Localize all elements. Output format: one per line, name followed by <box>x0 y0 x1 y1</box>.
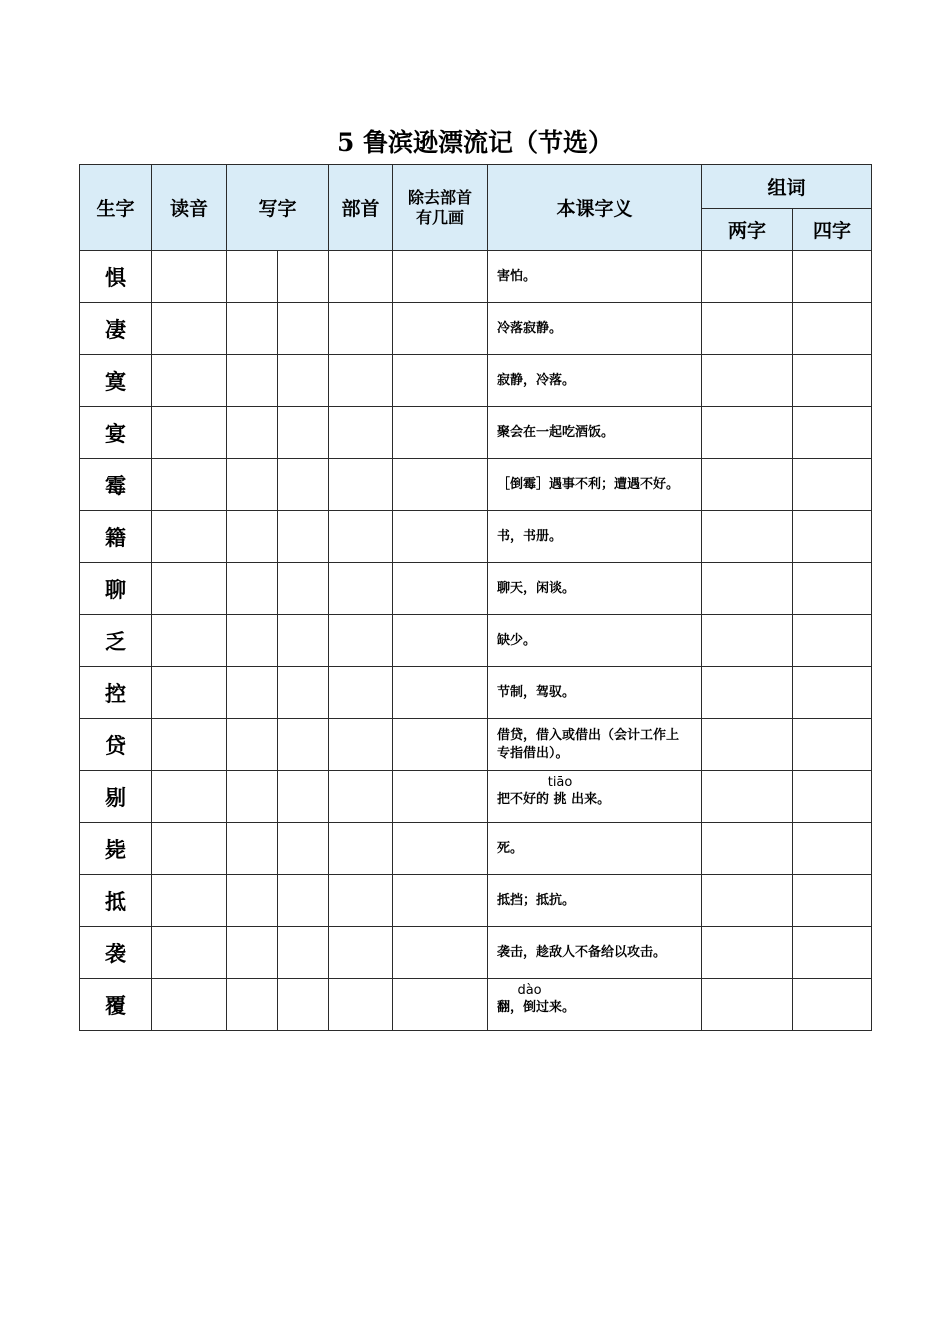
cell-reading[interactable] <box>152 511 227 563</box>
cell-meaning <box>488 303 702 355</box>
cell-meaning <box>488 407 702 459</box>
cell-writing-2[interactable] <box>278 563 329 615</box>
cell-writing-2[interactable] <box>278 979 329 1031</box>
cell-two-char-word[interactable] <box>702 459 793 511</box>
table-row <box>80 875 872 927</box>
cell-four-char-word[interactable] <box>793 875 872 927</box>
cell-writing-2[interactable] <box>278 771 329 823</box>
cell-writing-1[interactable] <box>227 355 278 407</box>
header-char: 生字 <box>80 165 152 251</box>
cell-radical[interactable] <box>329 927 393 979</box>
cell-char: 籍 <box>80 511 152 563</box>
cell-writing-1[interactable] <box>227 927 278 979</box>
meaning-text: 聊天，闲谈。 <box>497 580 576 596</box>
cell-strokes[interactable] <box>393 667 488 719</box>
table-row <box>80 615 872 667</box>
cell-char: 凄 <box>80 303 152 355</box>
cell-strokes[interactable] <box>393 979 488 1031</box>
vocabulary-table <box>79 164 872 1031</box>
header-four-char: 四字 <box>793 209 872 251</box>
cell-writing-1[interactable] <box>227 251 278 303</box>
meaning-text: 冷落寂静。 <box>497 320 563 336</box>
meaning-text: 节制，驾驭。 <box>497 684 576 700</box>
cell-radical[interactable] <box>329 459 393 511</box>
cell-two-char-word[interactable] <box>702 615 793 667</box>
cell-strokes[interactable] <box>393 303 488 355</box>
cell-writing-2[interactable] <box>278 355 329 407</box>
cell-reading[interactable] <box>152 407 227 459</box>
table-row <box>80 667 872 719</box>
header-strokes <box>393 165 488 251</box>
cell-writing-1[interactable] <box>227 563 278 615</box>
meaning-text: 借贷，借入或借出（会计工作上专指借出）。 <box>497 727 680 761</box>
ruby-base-char: 挑 <box>553 791 567 807</box>
cell-reading[interactable] <box>152 303 227 355</box>
cell-four-char-word[interactable] <box>793 511 872 563</box>
cell-reading[interactable] <box>152 771 227 823</box>
cell-char: 袭 <box>80 927 152 979</box>
table-row <box>80 719 872 771</box>
header-strokes-line2: 有几画 <box>416 207 465 227</box>
cell-writing-2[interactable] <box>278 875 329 927</box>
cell-strokes[interactable] <box>393 251 488 303</box>
table-row <box>80 563 872 615</box>
cell-reading[interactable] <box>152 251 227 303</box>
cell-four-char-word[interactable] <box>793 927 872 979</box>
ruby-annotated-char <box>517 982 542 1017</box>
cell-two-char-word[interactable] <box>702 251 793 303</box>
cell-reading[interactable] <box>152 719 227 771</box>
cell-reading[interactable] <box>152 979 227 1031</box>
cell-meaning <box>488 511 702 563</box>
header-reading: 读音 <box>152 165 227 251</box>
cell-strokes[interactable] <box>393 875 488 927</box>
header-two-char: 两字 <box>702 209 793 251</box>
cell-two-char-word[interactable] <box>702 355 793 407</box>
cell-char: 霉 <box>80 459 152 511</box>
table-row <box>80 511 872 563</box>
cell-four-char-word[interactable] <box>793 303 872 355</box>
table-row <box>80 927 872 979</box>
cell-four-char-word[interactable] <box>793 771 872 823</box>
cell-writing-1[interactable] <box>227 979 278 1031</box>
cell-radical[interactable] <box>329 823 393 875</box>
cell-char: 寞 <box>80 355 152 407</box>
cell-reading[interactable] <box>152 667 227 719</box>
cell-char: 覆 <box>80 979 152 1031</box>
cell-char: 聊 <box>80 563 152 615</box>
cell-four-char-word[interactable] <box>793 823 872 875</box>
cell-strokes[interactable] <box>393 407 488 459</box>
header-meaning: 本课字义 <box>488 165 702 251</box>
cell-radical[interactable] <box>329 667 393 719</box>
cell-meaning <box>488 979 702 1031</box>
cell-meaning <box>488 719 702 771</box>
meaning-text: 寂静，冷落。 <box>497 372 576 388</box>
table-row <box>80 303 872 355</box>
cell-two-char-word[interactable] <box>702 303 793 355</box>
meaning-text: 袭击，趁敌人不备给以攻击。 <box>497 944 667 960</box>
cell-reading[interactable] <box>152 875 227 927</box>
cell-meaning <box>488 563 702 615</box>
cell-strokes[interactable] <box>393 927 488 979</box>
cell-radical[interactable] <box>329 875 393 927</box>
cell-writing-2[interactable] <box>278 407 329 459</box>
cell-two-char-word[interactable] <box>702 563 793 615</box>
table-row <box>80 771 872 823</box>
cell-strokes[interactable] <box>393 615 488 667</box>
cell-writing-1[interactable] <box>227 667 278 719</box>
cell-writing-1[interactable] <box>227 407 278 459</box>
cell-meaning <box>488 667 702 719</box>
cell-meaning <box>488 875 702 927</box>
table-row <box>80 251 872 303</box>
cell-writing-2[interactable] <box>278 511 329 563</box>
cell-strokes[interactable] <box>393 563 488 615</box>
cell-writing-1[interactable] <box>227 459 278 511</box>
cell-char: 抵 <box>80 875 152 927</box>
cell-meaning <box>488 927 702 979</box>
cell-char: 贷 <box>80 719 152 771</box>
cell-writing-1[interactable] <box>227 615 278 667</box>
cell-two-char-word[interactable] <box>702 771 793 823</box>
ruby-annotated-char <box>547 774 573 809</box>
cell-reading[interactable] <box>152 459 227 511</box>
cell-four-char-word[interactable] <box>793 251 872 303</box>
meaning-text: ［倒霉］遇事不利；遭遇不好。 <box>497 476 680 492</box>
meaning-text: 书，书册。 <box>497 528 563 544</box>
cell-four-char-word[interactable] <box>793 407 872 459</box>
cell-radical[interactable] <box>329 407 393 459</box>
table-row <box>80 459 872 511</box>
cell-char: 控 <box>80 667 152 719</box>
cell-writing-2[interactable] <box>278 303 329 355</box>
table-row <box>80 407 872 459</box>
cell-radical[interactable] <box>329 979 393 1031</box>
cell-radical[interactable] <box>329 303 393 355</box>
meaning-text: 害怕。 <box>497 268 537 284</box>
cell-writing-1[interactable] <box>227 511 278 563</box>
cell-meaning <box>488 459 702 511</box>
cell-four-char-word[interactable] <box>793 615 872 667</box>
page-title: 5 鲁滨逊漂流记（节选） <box>336 128 614 157</box>
cell-radical[interactable] <box>329 251 393 303</box>
cell-writing-1[interactable] <box>227 771 278 823</box>
meaning-text: 死。 <box>497 840 524 856</box>
cell-strokes[interactable] <box>393 771 488 823</box>
header-words: 组词 <box>702 165 872 209</box>
cell-writing-1[interactable] <box>227 719 278 771</box>
cell-four-char-word[interactable] <box>793 979 872 1031</box>
cell-four-char-word[interactable] <box>793 355 872 407</box>
meaning-before: 把不好的 <box>497 791 554 807</box>
meaning-text: 聚会在一起吃酒饭。 <box>497 424 615 440</box>
cell-radical[interactable] <box>329 615 393 667</box>
meaning-after: 出来。 <box>566 791 611 807</box>
cell-char: 惧 <box>80 251 152 303</box>
cell-strokes[interactable] <box>393 511 488 563</box>
cell-meaning <box>488 355 702 407</box>
cell-four-char-word[interactable] <box>793 459 872 511</box>
cell-two-char-word[interactable] <box>702 979 793 1031</box>
cell-reading[interactable] <box>152 823 227 875</box>
ruby-base-char: 倒 <box>523 999 537 1015</box>
cell-writing-2[interactable] <box>278 719 329 771</box>
cell-strokes[interactable] <box>393 355 488 407</box>
cell-char: 乏 <box>80 615 152 667</box>
cell-two-char-word[interactable] <box>702 407 793 459</box>
cell-writing-1[interactable] <box>227 303 278 355</box>
cell-two-char-word[interactable] <box>702 875 793 927</box>
cell-two-char-word[interactable] <box>702 511 793 563</box>
cell-writing-2[interactable] <box>278 667 329 719</box>
cell-writing-2[interactable] <box>278 251 329 303</box>
cell-radical[interactable] <box>329 355 393 407</box>
cell-four-char-word[interactable] <box>793 563 872 615</box>
cell-four-char-word[interactable] <box>793 667 872 719</box>
cell-writing-2[interactable] <box>278 459 329 511</box>
cell-reading[interactable] <box>152 355 227 407</box>
cell-char: 毙 <box>80 823 152 875</box>
cell-reading[interactable] <box>152 563 227 615</box>
header-radical: 部首 <box>329 165 393 251</box>
cell-meaning <box>488 823 702 875</box>
pinyin-annotation: tiāo <box>547 774 573 790</box>
header-writing: 写字 <box>227 165 329 251</box>
cell-writing-1[interactable] <box>227 823 278 875</box>
pinyin-annotation: dào <box>517 982 542 998</box>
meaning-before: 翻， <box>497 999 524 1015</box>
meaning-text <box>497 774 691 809</box>
cell-strokes[interactable] <box>393 823 488 875</box>
table-row <box>80 979 872 1031</box>
cell-char: 剔 <box>80 771 152 823</box>
meaning-text <box>497 982 691 1017</box>
cell-char: 宴 <box>80 407 152 459</box>
cell-two-char-word[interactable] <box>702 823 793 875</box>
cell-writing-1[interactable] <box>227 875 278 927</box>
cell-radical[interactable] <box>329 511 393 563</box>
cell-radical[interactable] <box>329 771 393 823</box>
cell-radical[interactable] <box>329 563 393 615</box>
table-row <box>80 355 872 407</box>
cell-four-char-word[interactable] <box>793 719 872 771</box>
cell-reading[interactable] <box>152 615 227 667</box>
cell-two-char-word[interactable] <box>702 667 793 719</box>
cell-writing-2[interactable] <box>278 615 329 667</box>
cell-strokes[interactable] <box>393 719 488 771</box>
cell-two-char-word[interactable] <box>702 719 793 771</box>
cell-writing-2[interactable] <box>278 927 329 979</box>
cell-meaning <box>488 251 702 303</box>
cell-strokes[interactable] <box>393 459 488 511</box>
header-strokes-line1: 除去部首 <box>408 187 473 207</box>
meaning-after: 过来。 <box>536 999 576 1015</box>
meaning-text: 抵挡；抵抗。 <box>497 892 576 908</box>
table-row <box>80 823 872 875</box>
cell-two-char-word[interactable] <box>702 927 793 979</box>
cell-meaning <box>488 771 702 823</box>
cell-meaning <box>488 615 702 667</box>
cell-writing-2[interactable] <box>278 823 329 875</box>
cell-radical[interactable] <box>329 719 393 771</box>
meaning-text: 缺少。 <box>497 632 537 648</box>
cell-reading[interactable] <box>152 927 227 979</box>
